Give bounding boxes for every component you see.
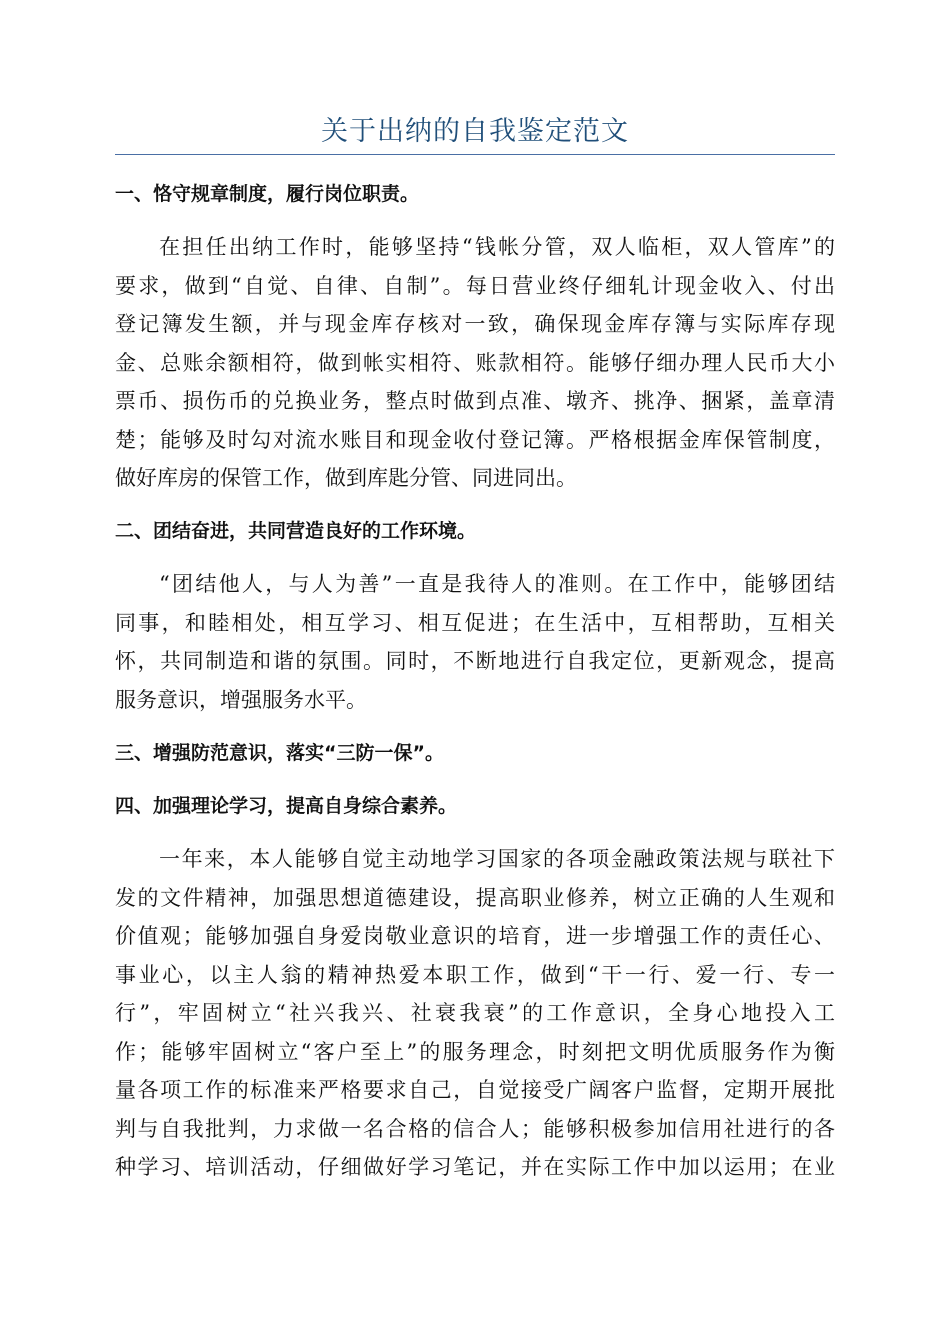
- body-line: 同事，和睦相处，相互学习、相互促进；在生活中，互相帮助，互相关: [115, 610, 835, 635]
- section-heading-1: 一、恪守规章制度，履行岗位职责。: [115, 183, 420, 205]
- body-line: 楚；能够及时勾对流水账目和现金收付登记簿。严格根据金库保管制度，: [115, 427, 835, 452]
- body-line: “团结他人，与人为善”一直是我待人的准则。在工作中，能够团结: [159, 572, 835, 596]
- body-line: 做好库房的保管工作，做到库匙分管、同进同出。: [115, 466, 577, 490]
- body-line: 种学习、培训活动，仔细做好学习笔记，并在实际工作中加以运用；在业: [115, 1155, 835, 1179]
- body-line: 一年来，本人能够自觉主动地学习国家的各项金融政策法规与联社下: [159, 847, 835, 871]
- section-heading-2: 二、团结奋进，共同营造良好的工作环境。: [115, 520, 477, 542]
- body-line: 判与自我批判，力求做一名合格的信合人；能够积极参加信用社进行的各: [115, 1116, 835, 1141]
- section-heading-3: 三、增强防范意识，落实“三防一保”。: [115, 742, 444, 764]
- body-line: 票币、损伤币的兑换业务，整点时做到点准、墩齐、挑净、捆紧，盖章清: [115, 389, 835, 413]
- body-line: 行”，牢固树立“社兴我兴、社衰我衰”的工作意识，全身心地投入工: [115, 1001, 835, 1025]
- section-body-4: [115, 840, 835, 1187]
- body-line: 登记簿发生额，并与现金库存核对一致，确保现金库存簿与实际库存现: [115, 312, 835, 336]
- body-line: 发的文件精神，加强思想道德建设，提高职业修养，树立正确的人生观和: [115, 885, 835, 910]
- body-line: 要求，做到“自觉、自律、自制”。每日营业终仔细轧计现金收入、付出: [115, 273, 835, 298]
- section-body-1: [115, 228, 835, 498]
- body-line: 量各项工作的标准来严格要求自己，自觉接受广阔客户监督，定期开展批: [115, 1078, 835, 1102]
- body-line: 怀，共同制造和谐的氛围。同时，不断地进行自我定位，更新观念，提高: [115, 649, 835, 673]
- section-body-2: [115, 565, 835, 719]
- body-line: 作；能够牢固树立“客户至上”的服务理念，时刻把文明优质服务作为衡: [115, 1039, 835, 1064]
- document-title: 关于出纳的自我鉴定范文: [321, 116, 629, 147]
- body-line: 金、总账余额相符，做到帐实相符、账款相符。能够仔细办理人民币大小: [115, 350, 835, 375]
- title-underline: [115, 154, 835, 155]
- section-heading-4: 四、加强理论学习，提高自身综合素养。: [115, 795, 458, 817]
- body-line: 服务意识，增强服务水平。: [115, 687, 367, 712]
- body-line: 事业心，以主人翁的精神热爱本职工作，做到“干一行、爱一行、专一: [115, 962, 835, 987]
- body-line: 价值观；能够加强自身爱岗敬业意识的培育，进一步增强工作的责任心、: [115, 924, 835, 948]
- body-line: 在担任出纳工作时，能够坚持“钱帐分管，双人临柜，双人管库”的: [159, 235, 835, 259]
